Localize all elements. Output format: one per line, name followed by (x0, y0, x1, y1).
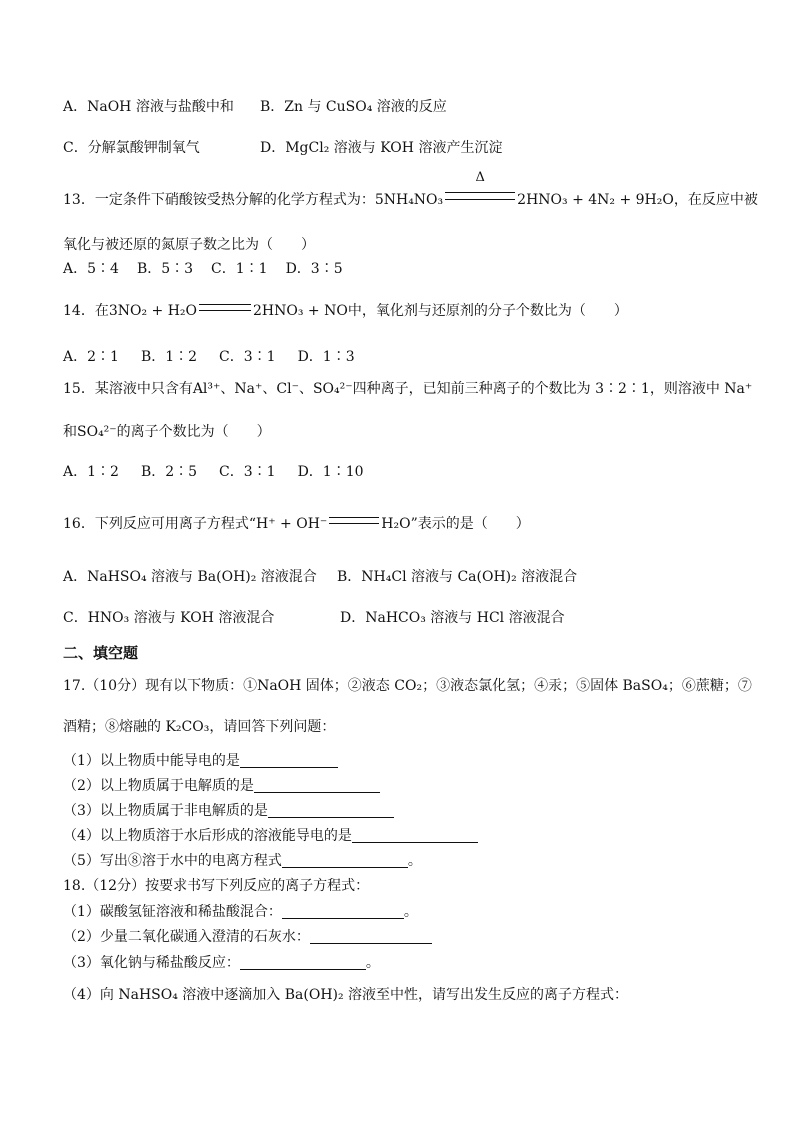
q14-stem (63, 302, 628, 320)
q14-stem-pre: 14．在 (63, 303, 109, 319)
q18-item-3 (63, 954, 380, 972)
q17-item-4 (63, 827, 478, 845)
q13-products: 2HNO₃ + 4N₂ + 9H₂O (517, 192, 674, 208)
q17-stem-line1: 17.（10分）现有以下物质：①NaOH 固体；②液态 CO₂；③液态氯化氢；④汞；⑤固体 BaSO₄；⑥蔗糖；⑦ (63, 678, 752, 694)
q16-stem-post: ”表示的是（ ） (410, 516, 530, 532)
q13-stem-pre: 13．一定条件下硝酸铵受热分解的化学方程式为： (63, 192, 375, 208)
q13-option-a: A．5∶4 (63, 261, 119, 277)
q13-reactant: 5NH₄NO₃ (374, 192, 444, 208)
q13-option-d: D．3∶5 (285, 261, 343, 277)
q13-stem-line2: 氧化与被还原的氮原子数之比为（ ） (63, 237, 315, 253)
q15-option-b: B．2∶5 (140, 464, 198, 480)
q15-option-d: D．1∶10 (297, 464, 364, 480)
q15-stem-line2: 和SO₄²⁻的离子个数比为（ ） (63, 424, 271, 440)
answer-blank[interactable] (310, 929, 432, 944)
answer-blank[interactable] (240, 753, 338, 768)
q14-stem-post: 中，氧化剂与还原剂的分子个数比为（ ） (347, 303, 628, 319)
q15-option-c: C．3∶1 (219, 464, 276, 480)
q13-option-c: C．1∶1 (211, 261, 268, 277)
answer-blank[interactable] (268, 803, 394, 818)
q18-item-1-end: 。 (403, 904, 418, 920)
q13-stem (63, 170, 758, 209)
reaction-arrow (445, 170, 515, 200)
q17-item-3-text: （3）以上物质属于非电解质的是 (63, 803, 268, 819)
q17-item-5-text: （5）写出⑧溶于水中的电离方程式 (63, 853, 282, 869)
q16-option-c: C．HNO₃ 溶液与 KOH 溶液混合 (63, 610, 275, 626)
answer-blank[interactable] (254, 778, 380, 793)
q12-option-a: A．NaOH 溶液与盐酸中和 (63, 99, 234, 115)
q17-item-4-text: （4）以上物质溶于水后形成的溶液能导电的是 (63, 828, 352, 844)
q18-item-2-text: （2）少量二氧化碳通入澄清的石灰水： (63, 929, 310, 945)
q17-item-2 (63, 777, 380, 795)
q18-item-4: （4）向 NaHSO₄ 溶液中逐滴加入 Ba(OH)₂ 溶液至中性，请写出发生反应的离子方程式： (63, 987, 629, 1003)
q18-item-1 (63, 903, 418, 921)
q12-option-d: D．MgCl₂ 溶液与 KOH 溶液产生沉淀 (260, 140, 503, 156)
q13-option-b: B．5∶3 (136, 261, 194, 277)
q17-item-1 (63, 752, 338, 770)
answer-blank[interactable] (282, 904, 404, 919)
q17-item-2-text: （2）以上物质属于电解质的是 (63, 778, 254, 794)
answer-blank[interactable] (240, 955, 366, 970)
equals-sign (329, 517, 379, 524)
q13-stem-post: ，在反应中被 (673, 192, 758, 208)
q16-option-d: D．NaHCO₃ 溶液与 HCl 溶液混合 (340, 610, 565, 626)
q18-item-3-text: （3）氧化钠与稀盐酸反应： (63, 955, 240, 971)
q15-option-a: A．1∶2 (63, 464, 119, 480)
q12-option-c: C．分解氯酸钾制氧气 (63, 140, 200, 156)
q14-option-a: A．2∶1 (63, 349, 119, 365)
q18-item-2 (63, 928, 432, 946)
q14-reactants: 3NO₂ + H₂O (108, 303, 198, 319)
q15-options (63, 463, 364, 481)
q15-stem-line1: 15．某溶液中只含有Al³⁺、Na⁺、Cl⁻、SO₄²⁻四种离子，已知前三种离子的个数比为 3∶2∶1，则溶液中 Na⁺ (63, 381, 753, 397)
q13-options (63, 260, 343, 278)
q16-stem-pre: 16．下列反应可用离子方程式“ (63, 516, 256, 532)
section-heading: 二、填空题 (63, 644, 139, 662)
q17-item-3 (63, 802, 394, 820)
q17-item-1-text: （1）以上物质中能导电的是 (63, 753, 240, 769)
q16-stem (63, 515, 530, 533)
q16-option-b: B．NH₄Cl 溶液与 Ca(OH)₂ 溶液混合 (337, 569, 578, 585)
q14-option-c: C．3∶1 (219, 349, 276, 365)
q14-options (63, 348, 355, 366)
q12-option-b: B．Zn 与 CuSO₄ 溶液的反应 (260, 99, 447, 115)
q17-item-5-end: 。 (407, 853, 422, 869)
q14-option-b: B．1∶2 (140, 349, 198, 365)
q16-reactants: H⁺ + OH⁻ (255, 516, 328, 532)
equals-sign (199, 304, 251, 311)
q18-stem: 18.（12分）按要求书写下列反应的离子方程式： (63, 878, 370, 894)
q17-stem-line2: 酒精；⑧熔融的 K₂CO₃，请回答下列问题： (63, 719, 336, 735)
heat-condition: Δ (475, 170, 485, 185)
answer-blank[interactable] (352, 828, 478, 843)
q16-products: H₂O (381, 516, 411, 532)
answer-blank[interactable] (282, 853, 408, 868)
q18-item-3-end: 。 (365, 955, 380, 971)
q18-item-1-text: （1）碳酸氢钲溶液和稀盐酸混合： (63, 904, 282, 920)
q14-option-d: D．1∶3 (297, 349, 355, 365)
q14-products: 2HNO₃ + NO (253, 303, 348, 319)
q17-item-5 (63, 852, 422, 870)
q16-option-a: A．NaHSO₄ 溶液与 Ba(OH)₂ 溶液混合 (63, 569, 317, 585)
